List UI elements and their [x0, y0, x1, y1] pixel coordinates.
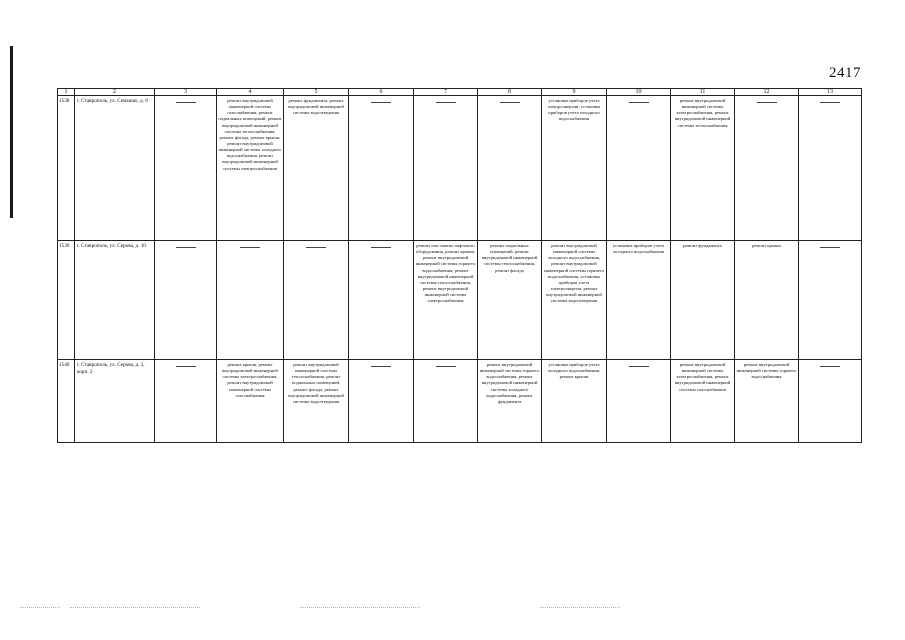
row-address: г. Ставрополь, ул. Семашко, д. 8	[75, 96, 155, 241]
work-cell: ремонт внутридомовой инженерной системы газоснабжения, ремонт подвальных помещений, ремонт внутридомовой инженерной системы теплоснабжения, ремонт фасада, ремонт крыши, ремонт внутридомовой инженерной системы холодного водоснабжения, ремонт внутридомовой инженерной системы электроснабжения	[217, 96, 284, 241]
dash-mark	[371, 366, 391, 367]
empty-dash-cell	[414, 360, 478, 443]
empty-dash-cell	[155, 96, 217, 241]
work-cell: ремонт или замена лифтового оборудования, ремонт крыши, ремонт внутридомовой инженерной системы горячего водоснабжения, ремонт внутридомовой инженерной системы теплоснабжения, ремонт внутридомовой инженерной системы электроснабжения	[414, 241, 478, 360]
row-number: 1539	[58, 241, 75, 360]
works-table	[57, 88, 862, 443]
scan-edge-mark	[10, 46, 13, 218]
dash-mark	[240, 247, 260, 248]
dash-mark	[820, 102, 840, 103]
dash-mark	[371, 102, 391, 103]
row-number: 1538	[58, 96, 75, 241]
empty-dash-cell	[607, 360, 671, 443]
column-header: 11	[671, 89, 735, 96]
work-cell: ремонт фундамента, ремонт внутридомовой инженерной системы водоотведения	[284, 96, 349, 241]
empty-dash-cell	[799, 96, 862, 241]
dash-mark	[820, 366, 840, 367]
dash-mark	[436, 102, 456, 103]
scan-noise	[300, 607, 420, 609]
column-header: 6	[349, 89, 414, 96]
work-cell: ремонт внутридомовой инженерной системы электроснабжения, ремонт внутридомовой инженерной системы теплоснабжения	[671, 96, 735, 241]
column-header: 5	[284, 89, 349, 96]
work-cell: ремонт крыши, ремонт внутридомовой инженерной системы электроснабжения, ремонт внутридомовой инженерной системы газоснабжения	[217, 360, 284, 443]
column-header: 9	[542, 89, 607, 96]
column-header: 12	[735, 89, 799, 96]
empty-dash-cell	[735, 96, 799, 241]
empty-dash-cell	[349, 96, 414, 241]
empty-dash-cell	[799, 360, 862, 443]
work-cell: установка приборов учета холодного водоснабжения	[607, 241, 671, 360]
dash-mark	[820, 247, 840, 248]
scan-noise	[20, 607, 60, 609]
work-cell: ремонт фундамента	[671, 241, 735, 360]
work-cell: ремонт подвальных помещений, ремонт внутридомовой инженерной системы теплоснабжения, ремонт фасада	[478, 241, 542, 360]
dash-mark	[757, 102, 777, 103]
column-header: 1	[58, 89, 75, 96]
column-header: 4	[217, 89, 284, 96]
work-cell: установка приборов учета холодного водоснабжения, ремонт крыши	[542, 360, 607, 443]
work-cell: ремонт внутридомовой инженерной системы теплоснабжения, ремонт подвальных помещений, ремонт фасада, ремонт внутридомовой инженерной системы водоотведения	[284, 360, 349, 443]
dash-mark	[371, 247, 391, 248]
work-cell: ремонт внутридомовой инженерной системы горячего водоснабжения, ремонт внутридомовой инженерной системы холодного водоснабжения, ремонт фундамента	[478, 360, 542, 443]
empty-dash-cell	[155, 360, 217, 443]
empty-dash-cell	[607, 96, 671, 241]
work-cell: ремонт внутридомовой инженерной системы холодного водоснабжения, ремонт внутридомовой инженерной системы горячего водоснабжения, установка приборов учета электроэнергии, ремонт внутридомовой инженерной системы водоотведения	[542, 241, 607, 360]
empty-dash-cell	[217, 241, 284, 360]
column-header: 8	[478, 89, 542, 96]
work-cell: установка приборов учета электроэнергии, установка приборов учета холодного водоснабжения	[542, 96, 607, 241]
column-header: 7	[414, 89, 478, 96]
column-header: 3	[155, 89, 217, 96]
dash-mark	[436, 366, 456, 367]
row-address: г. Ставрополь, ул. Серова, д. 10	[75, 241, 155, 360]
dash-mark	[176, 366, 196, 367]
empty-dash-cell	[478, 96, 542, 241]
dash-mark	[629, 102, 649, 103]
work-cell: ремонт внутридомовой инженерной системы электроснабжения, ремонт внутридомовой инженерной системы газоснабжения	[671, 360, 735, 443]
empty-dash-cell	[799, 241, 862, 360]
dash-mark	[176, 247, 196, 248]
empty-dash-cell	[349, 241, 414, 360]
dash-mark	[306, 247, 326, 248]
empty-dash-cell	[155, 241, 217, 360]
dash-mark	[176, 102, 196, 103]
empty-dash-cell	[414, 96, 478, 241]
column-header: 2	[75, 89, 155, 96]
row-address: г. Ставрополь, ул. Серова, д. 2, корп. 2	[75, 360, 155, 443]
scan-noise	[540, 607, 620, 609]
work-cell: ремонт внутридомовой инженерной системы горячего водоснабжения	[735, 360, 799, 443]
page-number: 2417	[829, 65, 861, 81]
dash-mark	[629, 366, 649, 367]
column-header: 10	[607, 89, 671, 96]
column-header: 13	[799, 89, 862, 96]
empty-dash-cell	[349, 360, 414, 443]
row-number: 1540	[58, 360, 75, 443]
dash-mark	[500, 102, 520, 103]
empty-dash-cell	[284, 241, 349, 360]
work-cell: ремонт крыши	[735, 241, 799, 360]
scan-noise	[70, 607, 200, 609]
